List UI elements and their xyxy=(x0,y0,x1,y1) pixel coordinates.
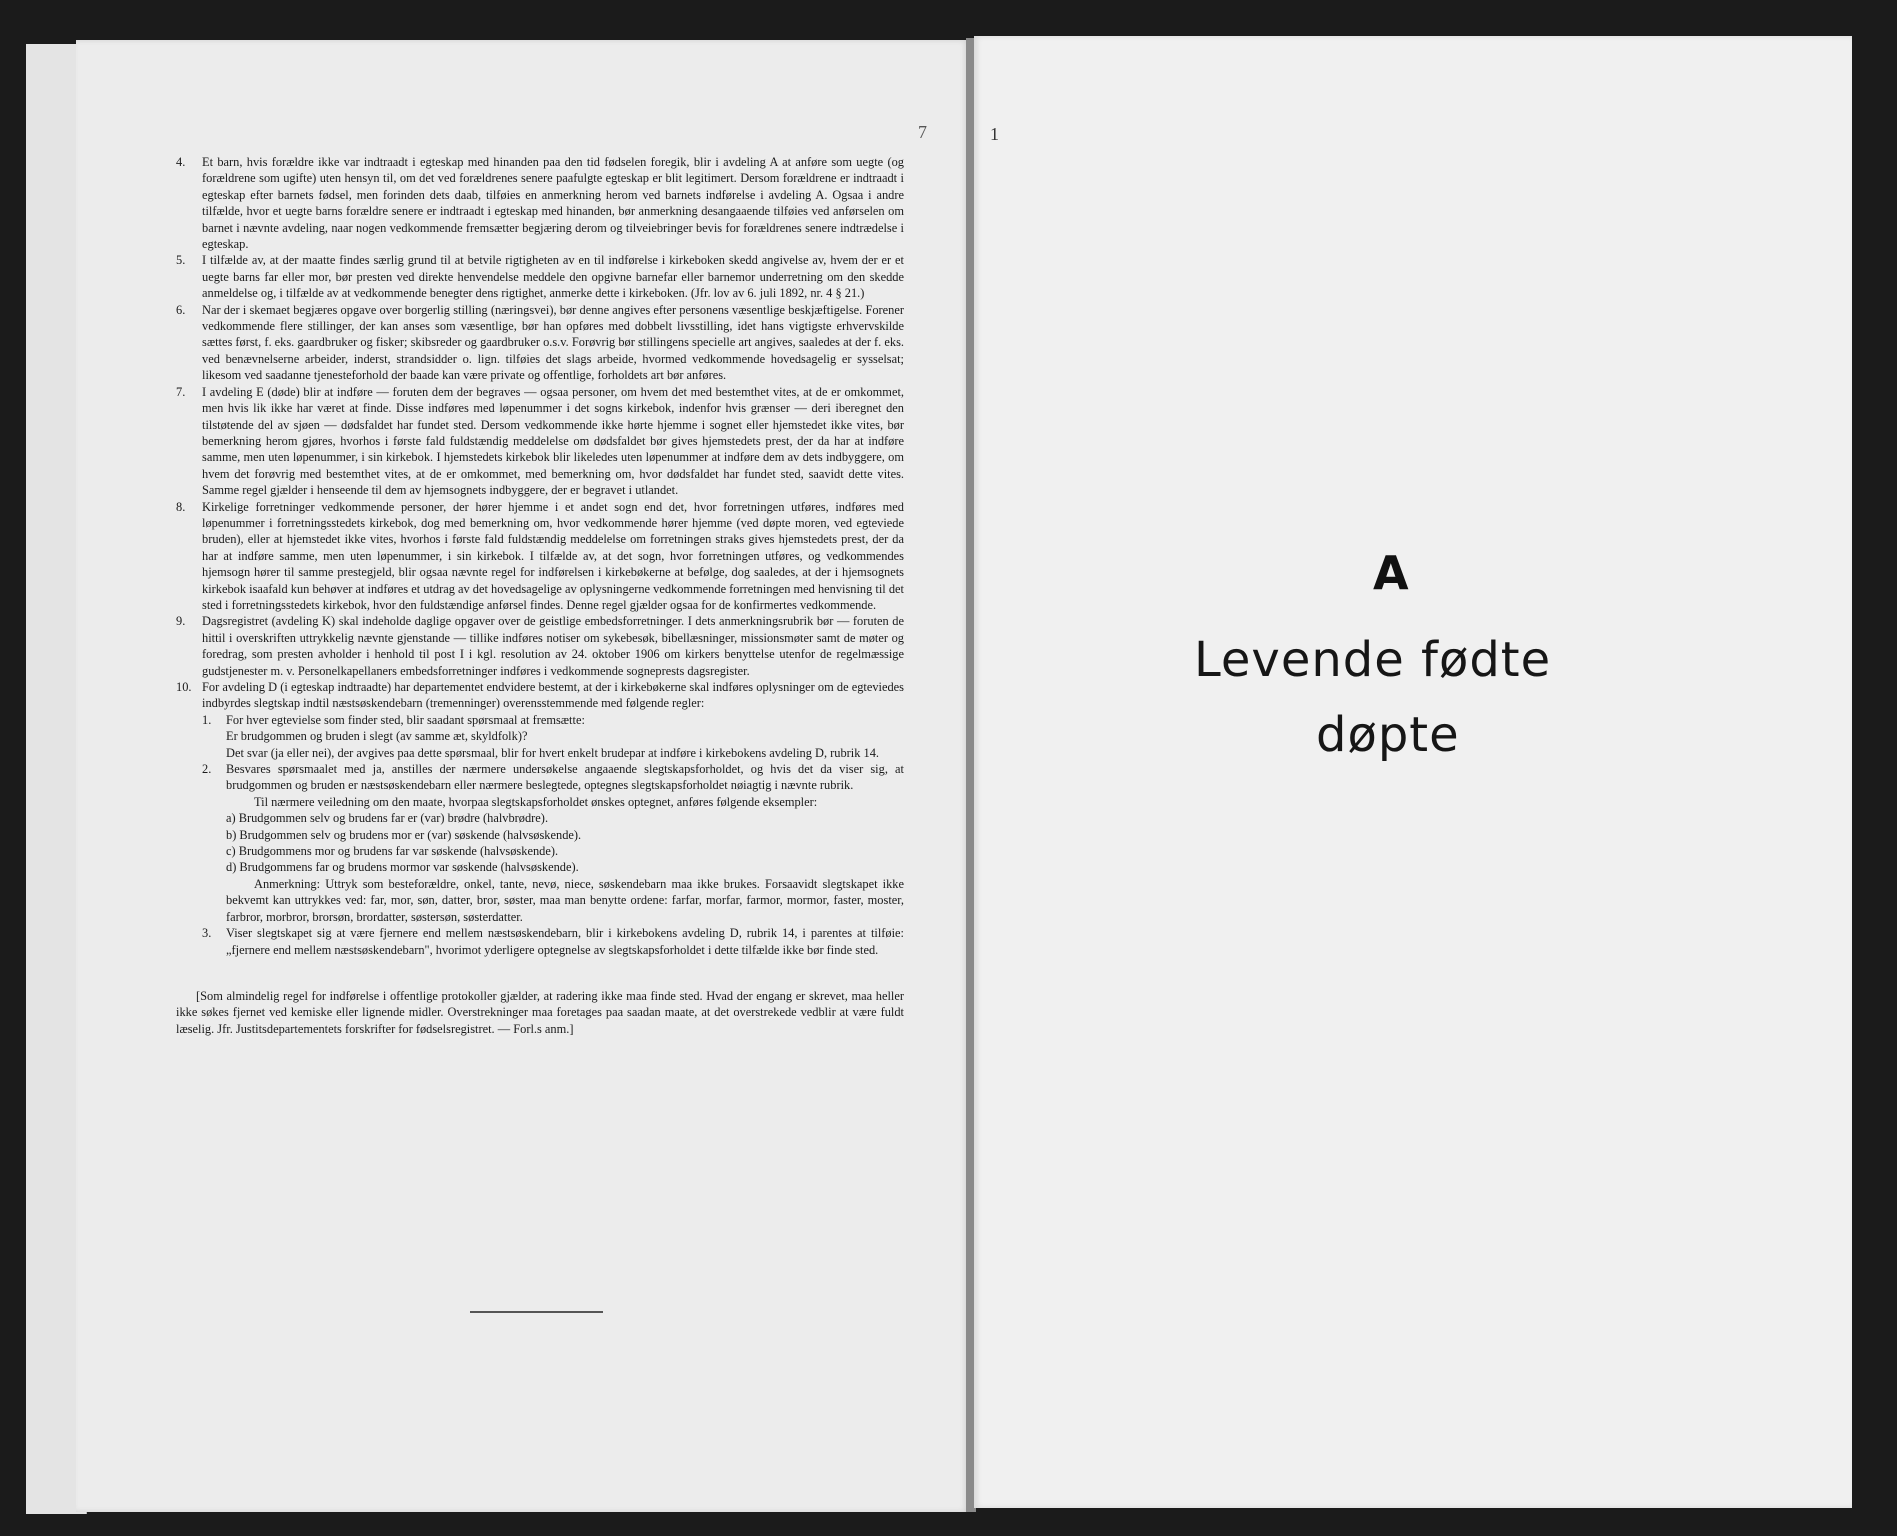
section-letter: A xyxy=(1373,546,1409,600)
page-mark-left: 7 xyxy=(918,122,927,142)
section-title-line2: døpte xyxy=(1316,707,1460,763)
instruction-item: 8. Kirkelige forretninger vedkommende personer, der hører hjemme i et andet sogn end det, hvor forretningen utføres, indføres med løpenummer i forretningsstedets kirkebok, dog med bemerkning om, hvor vedkommende hører hjemme (ved døpte moren, ved egteviede bruden), eller at hjemstedet ikke vites, hvorhos i første fald fuldstændig meddelelse om forretningen straks gives hjemstedets prest, der da har at indføre samme, men uten løpenummer, i sin kirkebok. I tilfælde av, at det sogn, hvor forretningen utføres, og vedkommendes hjemsogn hører til samme prestegjeld, blir ogsaa nævnte regel for indførelsen i kirkebøkerne at befølge, dog saaledes, at der i hjemsognets kirkebok isaafald kun behøver at indføres et utdrag av det hovedsagelige av oplysningerne vedkommende forretningen med henvisning til det sted i forretningsstedets kirkebok, hvor den fuldstændige anførsel findes. Denne regel gjælder ogsaa for de konfirmertes vedkommende. xyxy=(176,499,904,612)
instruction-item: 4. Et barn, hvis forældre ikke var indtraadt i egteskap med hinanden paa den tid fødselen foregik, blir i avdeling A at anføre som uegte (og forældrene som ugifte) uten hensyn til, om det ved forældrenes senere paafulgte egteskap er blit legitimert. Dersom forældrene er indtraadt i egteskap efter barnets fødsel, men forinden dets daab, tilføies en anmerkning herom ved barnets indførelse i avdeling A. Ogsaa i andre tilfælde, hvor et uegte barns forældre senere er indtraadt i egteskap med hinanden, bør anmerkning desangaaende tilføies ved anførselen om barnet i nævnte avdeling, naar nogen vedkommende fremsætter begjæring derom og tilveiebringer bevis for forældrenes senere indtrædelse i egteskap. xyxy=(176,155,904,252)
instruction-item: 9. Dagsregistret (avdeling K) skal indeholde daglige opgaver over de geistlige embedsforretninger. I dets anmerkningsrubrik bør — foruten de hittil i overskriften uttrykkelig nævnte gjenstande — tillike indføres notiser om sykebesøk, bibellæsninger, missionsmøter samt de møter og foredrag, som presten avholder i henhold til post I i kgl. resolution av 24. oktober 1906 om kirkers benyttelse utenfor de regelmæssige gudstjenester m. v. Personelkapellaners embedsforretninger indføres i vedkommende sogneprests dagsregister. xyxy=(176,614,904,678)
instruction-item: 6. Nar der i skemaet begjæres opgave over borgerlig stilling (næringsvei), bør denne angives efter personens væsentlige beskjæftigelse. Forener vedkommende flere stillinger, der kan anses som væsentlige, bør han opføres med dobbelt livsstilling, idet hans vigtigste erhvervskilde sættes først, f. eks. gaardbruker og fisker; skibsreder og gaardbruker o.s.v. Forøvrig bør stillingens specielle art angives, saaledes at der f. eks. ved benævnelserne arbeider, inderst, strandsidder o. lign. tilføies det slags arbeide, hvormed vedkommende hovedsagelig er sysselsat; likesom ved saadanne tjenesteforhold der baade kan være private og offentlige, forholdets art bør anføres. xyxy=(176,302,904,383)
rule-item: 1. For hver egtevielse som finder sted, blir saadant spørsmaal at fremsætte: Er brudgommen og bruden i slegt (av samme æt, skyldfolk)? Det svar (ja eller nei), der avgives paa dette spørsmaal, blir for hvert enkelt brudepar at indføre i kirkebokens avdeling D, rubrik 14. xyxy=(202,712,880,760)
right-page xyxy=(974,36,1852,1508)
instructions-text xyxy=(176,154,904,1037)
divider-rule xyxy=(470,1311,603,1313)
footnote: [Som almindelig regel for indførelse i offentlige protokoller gjælder, at radering ikke maa finde sted. Hvad der engang er skrevet, maa heller ikke søkes fjernet ved kemiske eller lignende midler. Overstrekninger maa foretages paa saadan maate, at det overstrekede vedblir at være fuldt læselig. Jfr. Justitsdepartementets forskrifter for fødselsregistret. — Forl.s anm.] xyxy=(176,988,904,1036)
instruction-item: 5. I tilfælde av, at der maatte findes særlig grund til at betvile rigtigheten av en til indførelse i kirkeboken skedd angivelse av, hvem der er et uegte barns far eller mor, bør presten ved direkte henvendelse meddele den opgivne barnefar eller barnemor underretning om den skedde anmeldelse og, i tilfælde av at vedkommende benegter dens rigtighet, anmerke dette i kirkeboken. (Jfr. lov av 6. juli 1892, nr. 4 § 21.) xyxy=(176,253,904,301)
page-mark-right: 1 xyxy=(990,124,999,144)
remark: Anmerkning: Uttryk som besteforældre, onkel, tante, nevø, niece, søskendebarn maa ikke brukes. Forsaavidt slegtskapet ikke bekvemt kan uttrykkes ved: far, mor, søn, datter, bror, søster, maa man benytte ordene: farfar, morfar, farmor, mormor, faster, moster, farbror, morbror, brorsøn, brordatter, søstersøn, søsterdatter. xyxy=(226,876,904,924)
rule-item: 3. Viser slegtskapet sig at være fjernere end mellem næstsøskendebarn, blir i kirkebokens avdeling D, rubrik 14, i parentes at tilføie: „fjernere end mellem næstsøskendebarn", hvorimot yderligere optegnelse av slegtskapsforholdet i dette tilfælde ikke bør finde sted. xyxy=(202,926,904,957)
instruction-item: 7. I avdeling E (døde) blir at indføre — foruten dem der begraves — ogsaa personer, om hvem det med bestemthet vites, at de er omkommet, men hvis lik ikke har været at finde. Disse indføres med løpenummer i det sogns kirkebok, indenfor hvis grænser — deri iberegnet den tilstøtende del av sjøen — dødsfaldet har fundet sted. Dersom vedkommende ikke hørte hjemme i sognet eller hjemstedet ikke vites, bør bemerkning herom gjøres, hvorhos i første fald fuldstændig meddelelse om dødsfaldet bør gives hjemstedets prest, der da har at indføre samme, men uten løpenummer, i sin kirkebok. I hjemstedets kirkebok blir likeledes uten løpenummer at indføre dem av dets indbyggere, om hvem det forøvrig med bestemthet vites, at de er omkommet, med bemerkning om, hvor dødsfaldet har fundet sted, saavidt dette vites. Samme regel gjælder i henseende til dem av hjemsognets indbyggere, der er begravet i utlandet. xyxy=(176,384,904,498)
section-title-line1: Levende fødte xyxy=(1194,632,1552,688)
rule-item: 2. Besvares spørsmaalet med ja, anstilles der nærmere undersøkelse angaaende slegtskapsforholdet, og hvis det da viser sig, at brudgommen og bruden er næstsøskendebarn eller nærmere beslegtede, optegnes slegtskapsforholdet nøiagtig i nævnte rubrik. Til nærmere veiledning om den maate, hvorpaa slegtskapsforholdet ønskes optegnet, anføres følgende eksempler: xyxy=(202,762,904,809)
instruction-item: 10. For avdeling D (i egteskap indtraadte) har departementet endvidere bestemt, at der i kirkebøkerne skal indføres oplysninger om de egteviedes indbyrdes slegtskap indtil næstsøskendebarn (tremenninger) overensstemmende med følgende regler: xyxy=(176,680,904,711)
example-list: a) Brudgommen selv og brudens far er (var) brødre (halvbrødre). b) Brudgommen selv og brudens mor er (var) søskende (halvsøskende). c) Brudgommens mor og brudens far var søskende (halvsøskende). d) Brudgommens far og brudens mormor var søskende (halvsøskende). xyxy=(226,811,582,875)
